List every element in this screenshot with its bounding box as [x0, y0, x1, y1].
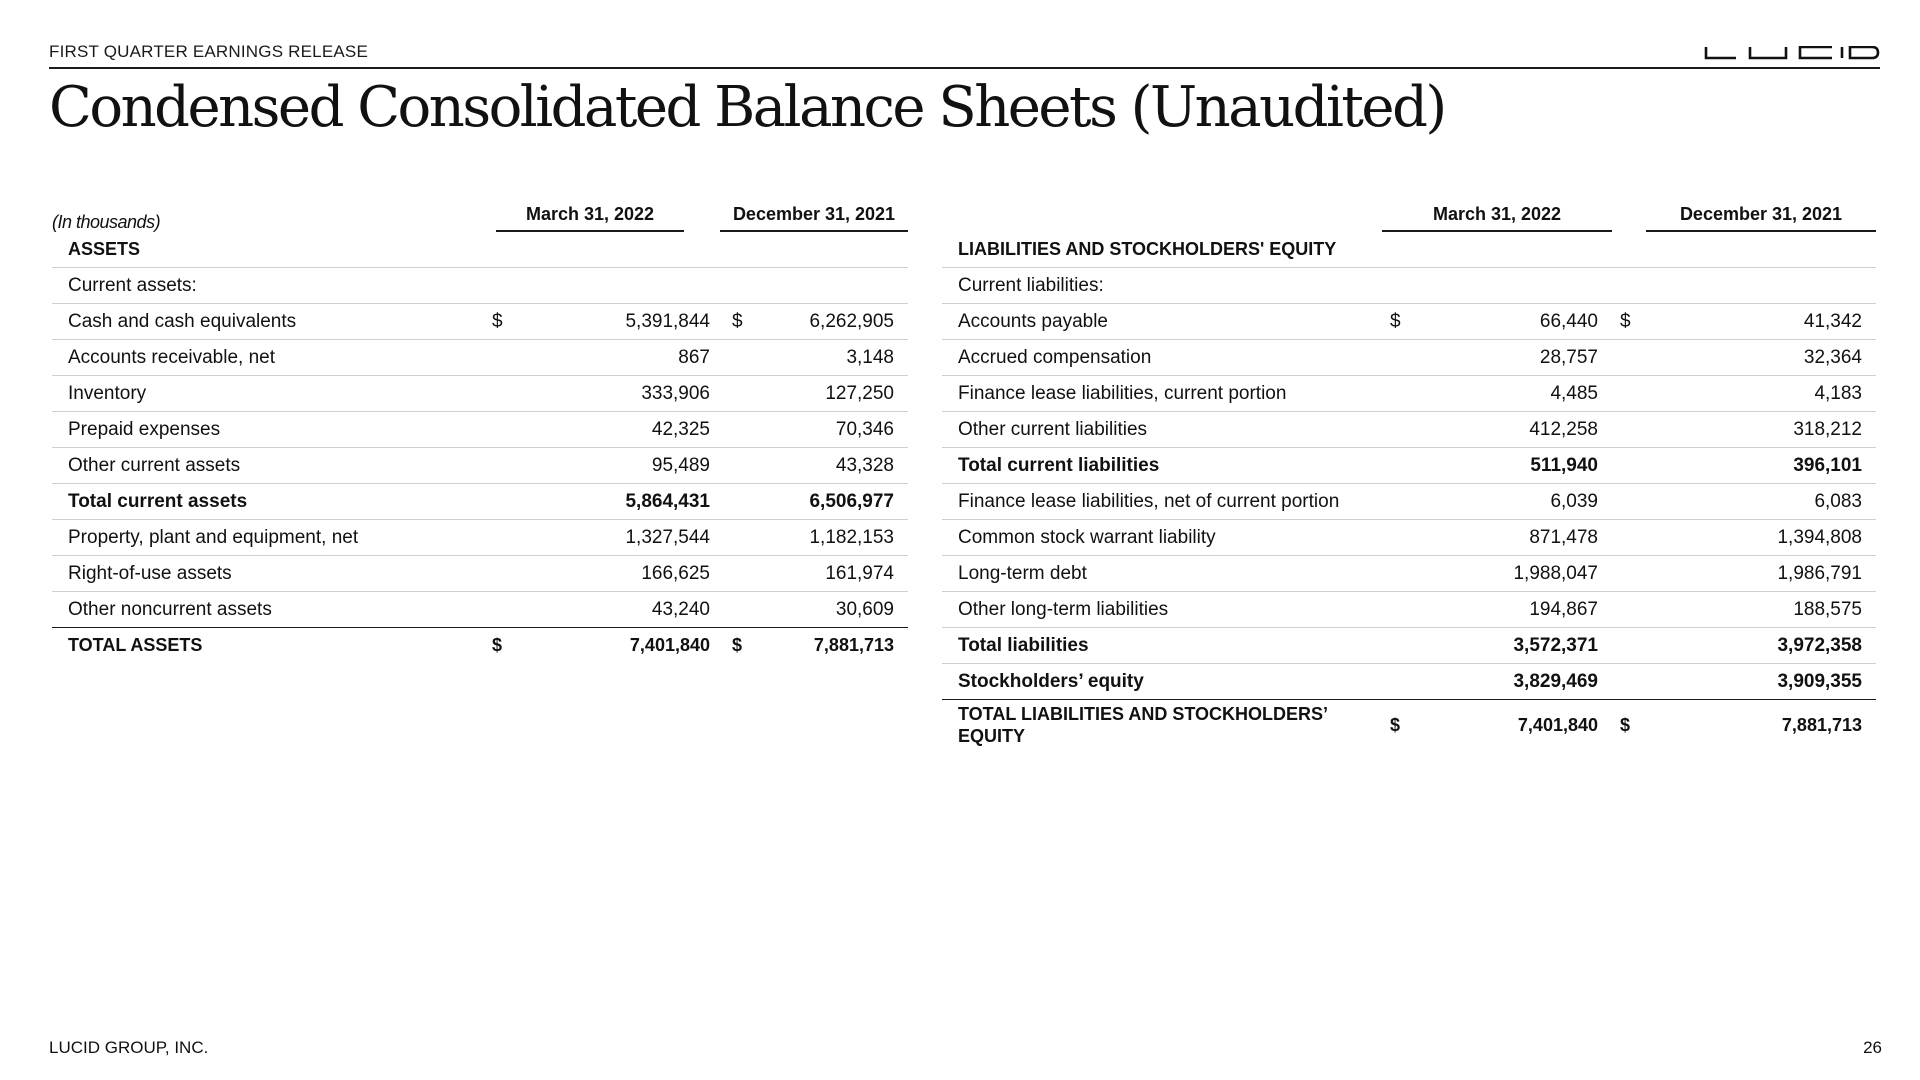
currency-symbol	[1382, 268, 1422, 304]
currency-symbol: $	[732, 635, 743, 655]
table-row	[942, 268, 1876, 304]
currency-symbol	[1382, 340, 1422, 376]
value-dec-2021: 188,575	[1652, 592, 1876, 628]
value-dec-2021	[764, 268, 908, 304]
currency-symbol	[724, 412, 764, 448]
currency-symbol	[484, 520, 524, 556]
row-label: Property, plant and equipment, net	[52, 520, 484, 556]
row-label: Total current assets	[52, 484, 484, 520]
table-row	[942, 484, 1876, 520]
value-march-2022: 6,039	[1422, 484, 1612, 520]
currency-symbol: $	[724, 304, 764, 340]
currency-symbol	[724, 376, 764, 412]
currency-symbol	[484, 268, 524, 304]
currency-symbol	[1612, 484, 1652, 520]
value-march-2022: 5,391,844	[524, 304, 724, 340]
table-row-total	[942, 700, 1876, 751]
currency-symbol	[724, 232, 764, 268]
table-row	[52, 412, 908, 448]
value-march-2022: 3,572,371	[1422, 628, 1612, 664]
table-row	[52, 520, 908, 556]
value-dec-2021: 161,974	[764, 556, 908, 592]
currency-symbol	[484, 484, 524, 520]
row-label: TOTAL LIABILITIES AND STOCKHOLDERS’ EQUITY	[958, 704, 1328, 746]
row-label: TOTAL ASSETS	[68, 635, 203, 655]
currency-symbol	[1612, 376, 1652, 412]
value-dec-2021: 4,183	[1652, 376, 1876, 412]
table-row	[52, 592, 908, 628]
assets-table	[52, 232, 908, 663]
currency-symbol: $	[1382, 304, 1422, 340]
currency-symbol	[1382, 232, 1422, 268]
lucid-logo-icon	[1704, 46, 1880, 60]
currency-symbol	[1612, 664, 1652, 700]
table-row	[942, 520, 1876, 556]
currency-symbol	[1612, 628, 1652, 664]
row-label: Accrued compensation	[942, 340, 1382, 376]
value-dec-2021	[1652, 268, 1876, 304]
value-dec-2021: 396,101	[1652, 448, 1876, 484]
liab-col1-header: March 31, 2022	[1382, 202, 1612, 232]
currency-symbol	[1382, 592, 1422, 628]
value-dec-2021: 6,262,905	[764, 304, 908, 340]
currency-symbol	[724, 484, 764, 520]
value-dec-2021: 3,148	[764, 340, 908, 376]
row-label: Finance lease liabilities, current portion	[942, 376, 1382, 412]
row-label: Total current liabilities	[942, 448, 1382, 484]
value-dec-2021: 127,250	[764, 376, 908, 412]
value-march-2022	[524, 268, 724, 304]
value-march-2022: 66,440	[1422, 304, 1612, 340]
units-note: (In thousands)	[52, 212, 161, 232]
currency-symbol	[1612, 556, 1652, 592]
page-title: Condensed Consolidated Balance Sheets (Unaudited)	[49, 75, 1445, 140]
currency-symbol	[1612, 448, 1652, 484]
value-march-2022: 166,625	[524, 556, 724, 592]
row-label: Common stock warrant liability	[942, 520, 1382, 556]
currency-symbol	[724, 268, 764, 304]
value-dec-2021: 3,909,355	[1652, 664, 1876, 700]
table-row	[942, 376, 1876, 412]
currency-symbol	[1612, 232, 1652, 268]
liabilities-table	[942, 232, 1876, 750]
currency-symbol	[484, 448, 524, 484]
value-dec-2021	[764, 232, 908, 268]
value-dec-2021: 7,881,713	[813, 635, 894, 655]
currency-symbol: $	[484, 304, 524, 340]
currency-symbol	[484, 412, 524, 448]
header-divider	[49, 67, 1880, 69]
table-row	[52, 484, 908, 520]
currency-symbol	[724, 592, 764, 628]
row-label: Other current liabilities	[942, 412, 1382, 448]
table-row	[52, 340, 908, 376]
value-dec-2021: 70,346	[764, 412, 908, 448]
currency-symbol	[1612, 340, 1652, 376]
currency-symbol	[724, 448, 764, 484]
currency-symbol	[484, 592, 524, 628]
currency-symbol	[1612, 520, 1652, 556]
row-label: Other current assets	[52, 448, 484, 484]
table-row	[942, 232, 1876, 268]
currency-symbol	[484, 232, 524, 268]
value-dec-2021: 6,506,977	[764, 484, 908, 520]
value-dec-2021: 6,083	[1652, 484, 1876, 520]
currency-symbol	[1612, 268, 1652, 304]
table-row	[52, 232, 908, 268]
currency-symbol	[1612, 592, 1652, 628]
row-label: Total liabilities	[942, 628, 1382, 664]
table-row	[942, 304, 1876, 340]
currency-symbol	[1382, 376, 1422, 412]
table-row	[52, 268, 908, 304]
table-row	[942, 592, 1876, 628]
currency-symbol	[1382, 448, 1422, 484]
row-label: Prepaid expenses	[52, 412, 484, 448]
currency-symbol: $	[1620, 714, 1631, 735]
value-march-2022: 7,401,840	[629, 635, 710, 655]
value-march-2022: 412,258	[1422, 412, 1612, 448]
currency-symbol	[724, 556, 764, 592]
page-number: 26	[1863, 1038, 1882, 1057]
value-march-2022: 7,401,840	[1517, 714, 1598, 735]
value-dec-2021: 3,972,358	[1652, 628, 1876, 664]
value-dec-2021: 43,328	[764, 448, 908, 484]
value-march-2022: 867	[524, 340, 724, 376]
value-march-2022: 511,940	[1422, 448, 1612, 484]
row-label: Finance lease liabilities, net of current portion	[942, 484, 1382, 520]
currency-symbol	[484, 340, 524, 376]
value-dec-2021: 1,394,808	[1652, 520, 1876, 556]
row-label: LIABILITIES AND STOCKHOLDERS' EQUITY	[942, 232, 1382, 268]
value-march-2022: 42,325	[524, 412, 724, 448]
row-label: Inventory	[52, 376, 484, 412]
value-march-2022	[1422, 232, 1612, 268]
row-label: Other noncurrent assets	[52, 592, 484, 628]
currency-symbol	[724, 340, 764, 376]
row-label: ASSETS	[52, 232, 484, 268]
footer-company: LUCID GROUP, INC.	[49, 1038, 209, 1057]
row-label: Other long-term liabilities	[942, 592, 1382, 628]
table-row	[942, 412, 1876, 448]
value-march-2022: 871,478	[1422, 520, 1612, 556]
value-dec-2021: 32,364	[1652, 340, 1876, 376]
table-row	[52, 448, 908, 484]
value-march-2022: 5,864,431	[524, 484, 724, 520]
row-label: Current liabilities:	[942, 268, 1382, 304]
row-label: Cash and cash equivalents	[52, 304, 484, 340]
currency-symbol	[1382, 556, 1422, 592]
value-dec-2021: 30,609	[764, 592, 908, 628]
value-dec-2021: 41,342	[1652, 304, 1876, 340]
value-march-2022: 4,485	[1422, 376, 1612, 412]
currency-symbol	[484, 376, 524, 412]
value-march-2022: 43,240	[524, 592, 724, 628]
table-row	[942, 628, 1876, 664]
value-dec-2021: 1,182,153	[764, 520, 908, 556]
table-row	[942, 556, 1876, 592]
table-row	[942, 448, 1876, 484]
value-dec-2021	[1652, 232, 1876, 268]
currency-symbol	[1382, 484, 1422, 520]
row-label: Accounts receivable, net	[52, 340, 484, 376]
table-row	[52, 556, 908, 592]
value-march-2022: 1,327,544	[524, 520, 724, 556]
table-row-total	[52, 628, 908, 664]
row-label: Current assets:	[52, 268, 484, 304]
liab-col2-header: December 31, 2021	[1646, 202, 1876, 232]
table-row	[52, 376, 908, 412]
currency-symbol	[1382, 628, 1422, 664]
value-dec-2021: 7,881,713	[1781, 714, 1862, 735]
row-label: Long-term debt	[942, 556, 1382, 592]
value-march-2022	[524, 232, 724, 268]
row-label: Stockholders’ equity	[942, 664, 1382, 700]
currency-symbol	[1612, 412, 1652, 448]
value-dec-2021: 318,212	[1652, 412, 1876, 448]
assets-col2-header: December 31, 2021	[720, 202, 908, 232]
value-march-2022: 95,489	[524, 448, 724, 484]
currency-symbol	[1382, 664, 1422, 700]
table-row	[52, 304, 908, 340]
table-row	[942, 340, 1876, 376]
currency-symbol	[1382, 412, 1422, 448]
currency-symbol	[484, 556, 524, 592]
row-label: Right-of-use assets	[52, 556, 484, 592]
value-dec-2021: 1,986,791	[1652, 556, 1876, 592]
header-label: FIRST QUARTER EARNINGS RELEASE	[49, 42, 368, 61]
value-march-2022: 333,906	[524, 376, 724, 412]
currency-symbol	[1382, 520, 1422, 556]
row-label: Accounts payable	[942, 304, 1382, 340]
value-march-2022: 28,757	[1422, 340, 1612, 376]
currency-symbol: $	[492, 635, 503, 655]
currency-symbol: $	[1612, 304, 1652, 340]
currency-symbol	[724, 520, 764, 556]
value-march-2022: 194,867	[1422, 592, 1612, 628]
assets-col1-header: March 31, 2022	[496, 202, 684, 232]
currency-symbol: $	[1390, 714, 1401, 735]
table-row	[942, 664, 1876, 700]
value-march-2022: 1,988,047	[1422, 556, 1612, 592]
value-march-2022	[1422, 268, 1612, 304]
value-march-2022: 3,829,469	[1422, 664, 1612, 700]
